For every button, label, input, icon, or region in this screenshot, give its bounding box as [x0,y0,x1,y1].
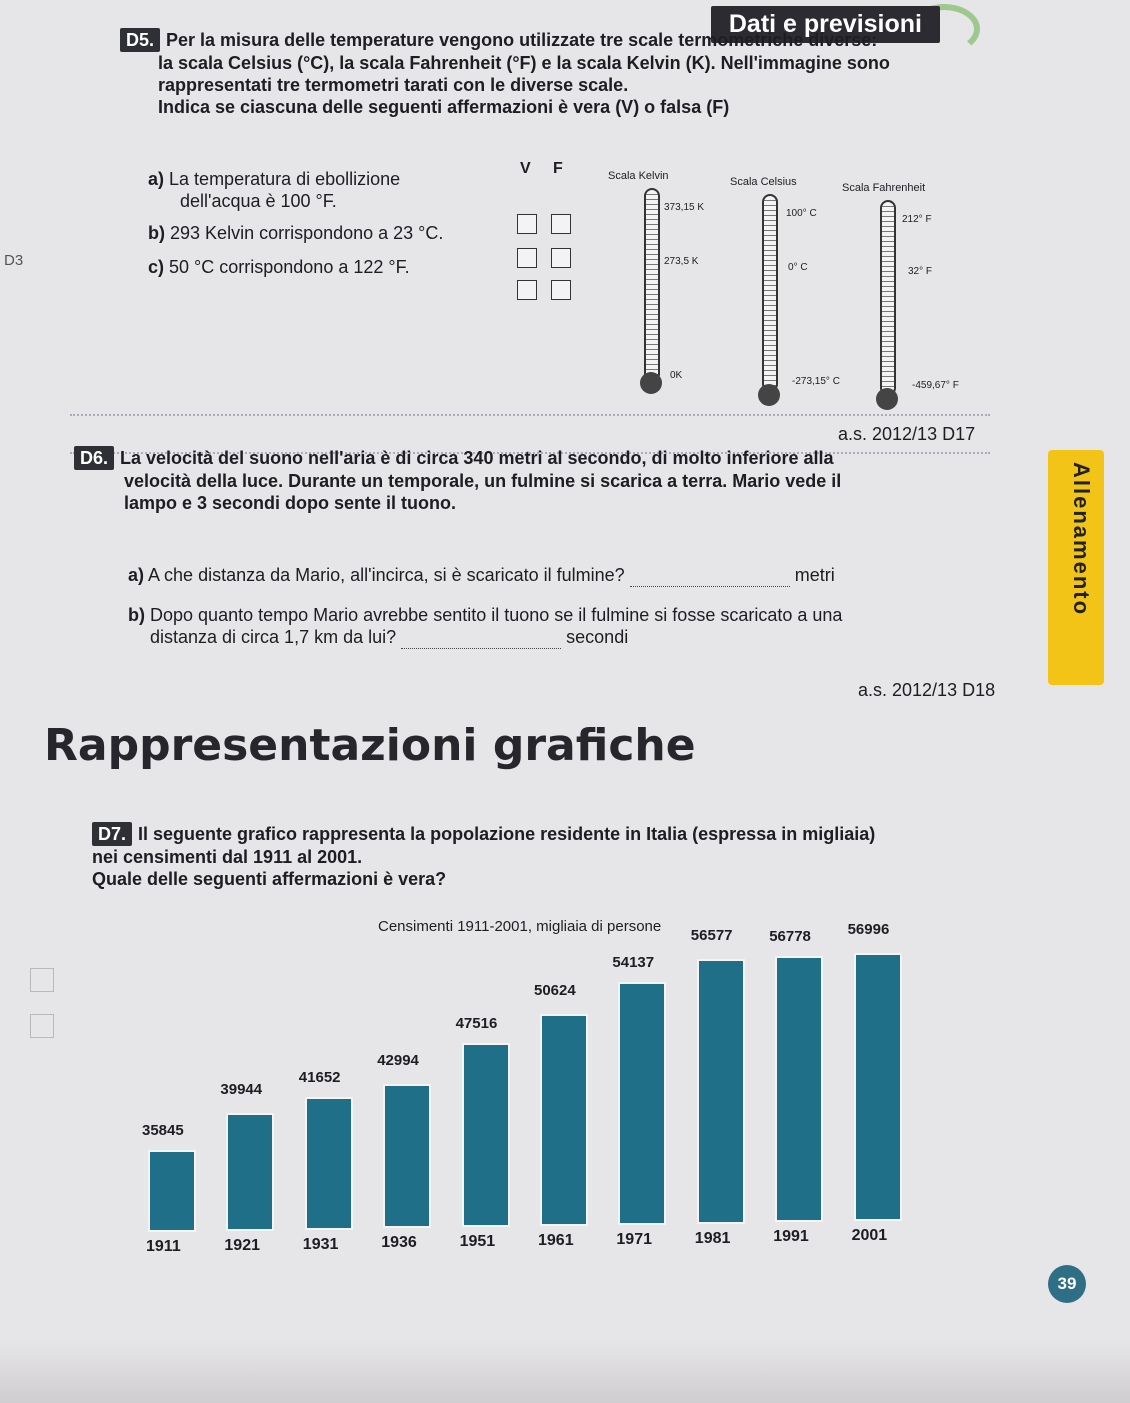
unit-secondi: secondi [566,627,629,647]
checkbox-a-f[interactable] [551,214,571,234]
bar-category-label: 1921 [224,1236,260,1254]
thermo-celsius-tube [762,194,778,392]
chart-title: Censimenti 1911-2001, migliaia di persone [378,918,662,935]
d5-line3: rappresentati tre termometri tarati con le diverse scale. [158,75,629,95]
answer-a-field[interactable] [630,564,790,587]
d5-line1: Per la misura delle temperature vengono utilizzate tre scale termometriche diverse: [166,30,878,50]
thermo-fahrenheit-bottom: -459,67° F [912,380,959,391]
v-header: V [520,160,531,177]
thermo-kelvin-mid: 273,5 K [664,256,699,267]
d7-question [92,822,1022,890]
margin-box [30,968,54,992]
bar-category-label: 1961 [538,1232,574,1249]
thermo-fahrenheit-top: 212° F [902,214,932,225]
d6-item-a: a) A che distanza da Mario, all'incirca, si è scaricato il fulmine? metri [128,565,835,585]
d6-item-b: b) Dopo quanto tempo Mario avrebbe sentito il tuono se il fulmine si fosse scaricato a una distanza di circa 1,7 km da lui? secondi [128,605,843,647]
bar-1921 [226,1113,274,1231]
checkbox-c-f[interactable] [551,280,571,300]
bar-value-label: 56577 [690,927,733,945]
thermo-celsius-mid: 0° C [788,262,808,273]
thermo-kelvin-tube [644,188,660,382]
bar-category-label: 1931 [302,1235,339,1253]
thermo-kelvin-bottom: 0K [670,370,683,381]
thermo-fahrenheit-tube [880,200,896,396]
section-title: Rappresentazioni grafiche [44,720,696,771]
page-number: 39 [1048,1265,1086,1303]
d6-source: a.s. 2012/13 D18 [858,680,996,700]
bar-category-label: 1911 [146,1238,181,1255]
bar-value-label: 54137 [612,953,655,971]
bar-value-label: 39944 [220,1080,263,1098]
d5-item-b: b) 293 Kelvin corrispondono a 23 °C. [148,223,444,243]
bar-category-label: 1936 [381,1234,417,1252]
bar-category-label: 2001 [851,1227,888,1245]
thermo-celsius-title: Scala Celsius [730,176,797,188]
bar-value-label: 42994 [377,1051,419,1069]
bar-category-label: 1991 [773,1228,809,1246]
d6-line3: lampo e 3 secondi dopo sente il tuono. [124,493,457,513]
answer-b-field[interactable] [401,626,561,649]
d5-item-a: a) La temperatura di ebollizione dell'acqua è 100 °F. [148,169,401,211]
bar-2001 [854,953,902,1221]
d7-line2: nei censimenti dal 1911 al 2001. [92,847,363,867]
d7-number: D7. [92,822,132,846]
f-header: F [553,160,563,177]
thermo-kelvin-title: Scala Kelvin [608,170,669,182]
bar-1961 [540,1014,588,1226]
d7-line3: Quale delle seguenti affermazioni è vera? [92,869,447,889]
unit-metri: metri [794,565,835,585]
bar-value-label: 35845 [142,1122,184,1140]
margin-box [30,1014,54,1038]
thermo-fahrenheit-title: Scala Fahrenheit [842,182,926,194]
divider [70,414,990,416]
d6-question [74,446,974,514]
thermo-fahrenheit-mid: 32° F [908,266,933,277]
d5-line2: la scala Celsius (°C), la scala Fahrenheit (°F) e la scala Kelvin (K). Nell'immagine sono [158,53,890,73]
checkbox-b-v[interactable] [517,248,537,268]
bar-1931 [305,1097,353,1230]
side-band-label: Allenamento [1069,462,1094,617]
d5-line4: Indica se ciascuna delle seguenti affermazioni è vera (V) o falsa (F) [158,97,730,117]
bar-1991 [775,956,823,1222]
bar-value-label: 41652 [298,1068,341,1086]
bar-category-label: 1981 [694,1229,731,1247]
d6-line2: velocità della luce. Durante un temporale, un fulmine si scarica a terra. Mario vede il [124,471,842,491]
bar-value-label: 56996 [847,921,890,939]
d6-line1: La velocità del suono nell'aria è di circa 340 metri al secondo, di molto inferiore alla [120,448,834,468]
thermo-celsius-bulb [758,384,780,406]
bar-1981 [697,959,745,1223]
bar-category-label: 1951 [459,1233,496,1251]
bar-1971 [618,982,666,1225]
checkbox-a-v[interactable] [517,214,537,234]
bar-1936 [383,1084,431,1229]
page-shadow [0,1340,1130,1403]
d5-number: D5. [120,28,160,52]
thermo-celsius-top: 100° C [786,208,817,219]
thermo-kelvin-top: 373,15 K [664,202,705,213]
bar-value-label: 56778 [769,928,811,946]
bar-value-label: 47516 [455,1014,498,1032]
d7-line1: Il seguente grafico rappresenta la popolazione residente in Italia (espressa in migliaia) [138,824,876,844]
section-tag: Dati e previsioni [711,6,940,43]
d5-question [120,28,920,118]
d5-source: a.s. 2012/13 D17 [838,424,976,444]
d5-item-c: c) 50 °C corrispondono a 122 °F. [148,257,410,277]
d6-number: D6. [74,446,114,470]
bar-1951 [462,1043,510,1228]
thermo-celsius-bottom: -273,15° C [792,376,840,387]
checkbox-c-v[interactable] [517,280,537,300]
thermo-fahrenheit-bulb [876,388,898,410]
margin-note: D3 [4,252,24,269]
bar-value-label: 50624 [534,982,576,1000]
checkbox-b-f[interactable] [551,248,571,268]
thermo-kelvin-bulb [640,372,662,394]
bar-1911 [148,1150,196,1232]
bar-category-label: 1971 [616,1230,652,1248]
